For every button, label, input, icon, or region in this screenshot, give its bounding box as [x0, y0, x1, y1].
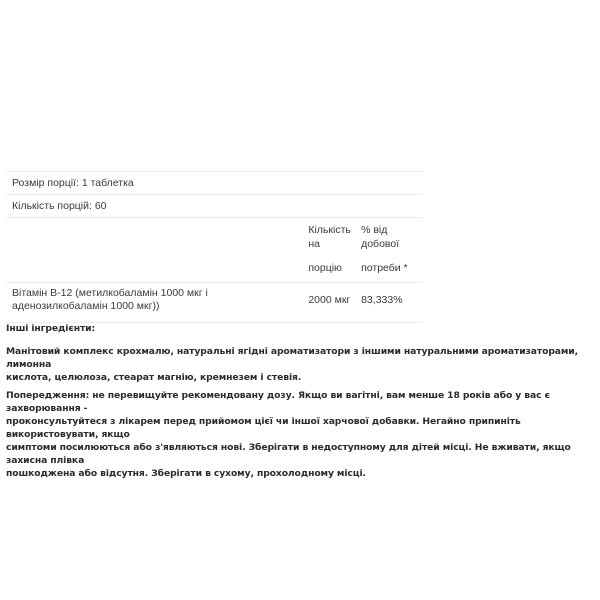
table-row — [6, 283, 423, 323]
header-dv-line1: % від — [361, 224, 388, 236]
nutrient-name — [6, 283, 308, 323]
header-empty-cell — [6, 218, 308, 283]
product-description — [6, 322, 586, 480]
warning-line3: симптоми посилюються або з'являються нові. Зберігати в недоступному для дітей місці. Не вживати, якщо захисна плівка — [6, 442, 571, 466]
serving-size-row — [6, 172, 423, 195]
warning-line2: проконсультуйтеся з лікарем перед прийомом цієї чи іншої харчової добавки. Негайно припиніть використовувати, якщо — [6, 416, 521, 440]
header-amount-per-serving — [308, 218, 361, 283]
header-amount-line3: порцію — [308, 262, 342, 274]
serving-size: Розмір порції: 1 таблетка — [6, 172, 423, 195]
header-dv-line3: потреби * — [361, 262, 408, 274]
header-amount-line2: на — [308, 238, 320, 250]
nutrient-name-line2: аденозилкобаламін 1000 мкг)) — [12, 300, 160, 312]
header-dv-line2: добової — [361, 238, 400, 250]
header-amount-line1: Кількість — [308, 224, 351, 236]
header-daily-value — [361, 218, 423, 283]
other-ingredients-line1: Манітовий комплекс крохмалю, натуральні ягідні ароматизатори з іншими натуральними ароматизаторами, лимонна — [6, 346, 579, 370]
nutrient-daily-value: 83,333% — [361, 283, 423, 323]
servings-per-container: Кількість порцій: 60 — [6, 195, 423, 218]
table-header-row — [6, 218, 423, 283]
other-ingredients-text — [6, 345, 586, 384]
other-ingredients-line2: кислота, целюлоза, стеарат магнію, кремнезем і стевія. — [6, 372, 302, 383]
nutrient-name-line1: Вітамін B-12 (метилкобаламін 1000 мкг і — [12, 287, 208, 299]
warning-line4: пошкоджена або відсутня. Зберігати в сухому, прохолодному місці. — [6, 468, 366, 479]
warning-line1: Попередження: не перевищуйте рекомендовану дозу. Якщо ви вагітні, вам менше 18 років або у вас є захворювання - — [6, 390, 550, 414]
other-ingredients-heading: Інші інгредієнти: — [6, 323, 96, 334]
warning-text — [6, 389, 586, 480]
supplement-facts-table — [6, 171, 423, 323]
nutrient-amount: 2000 мкг — [308, 283, 361, 323]
servings-per-container-row — [6, 195, 423, 218]
